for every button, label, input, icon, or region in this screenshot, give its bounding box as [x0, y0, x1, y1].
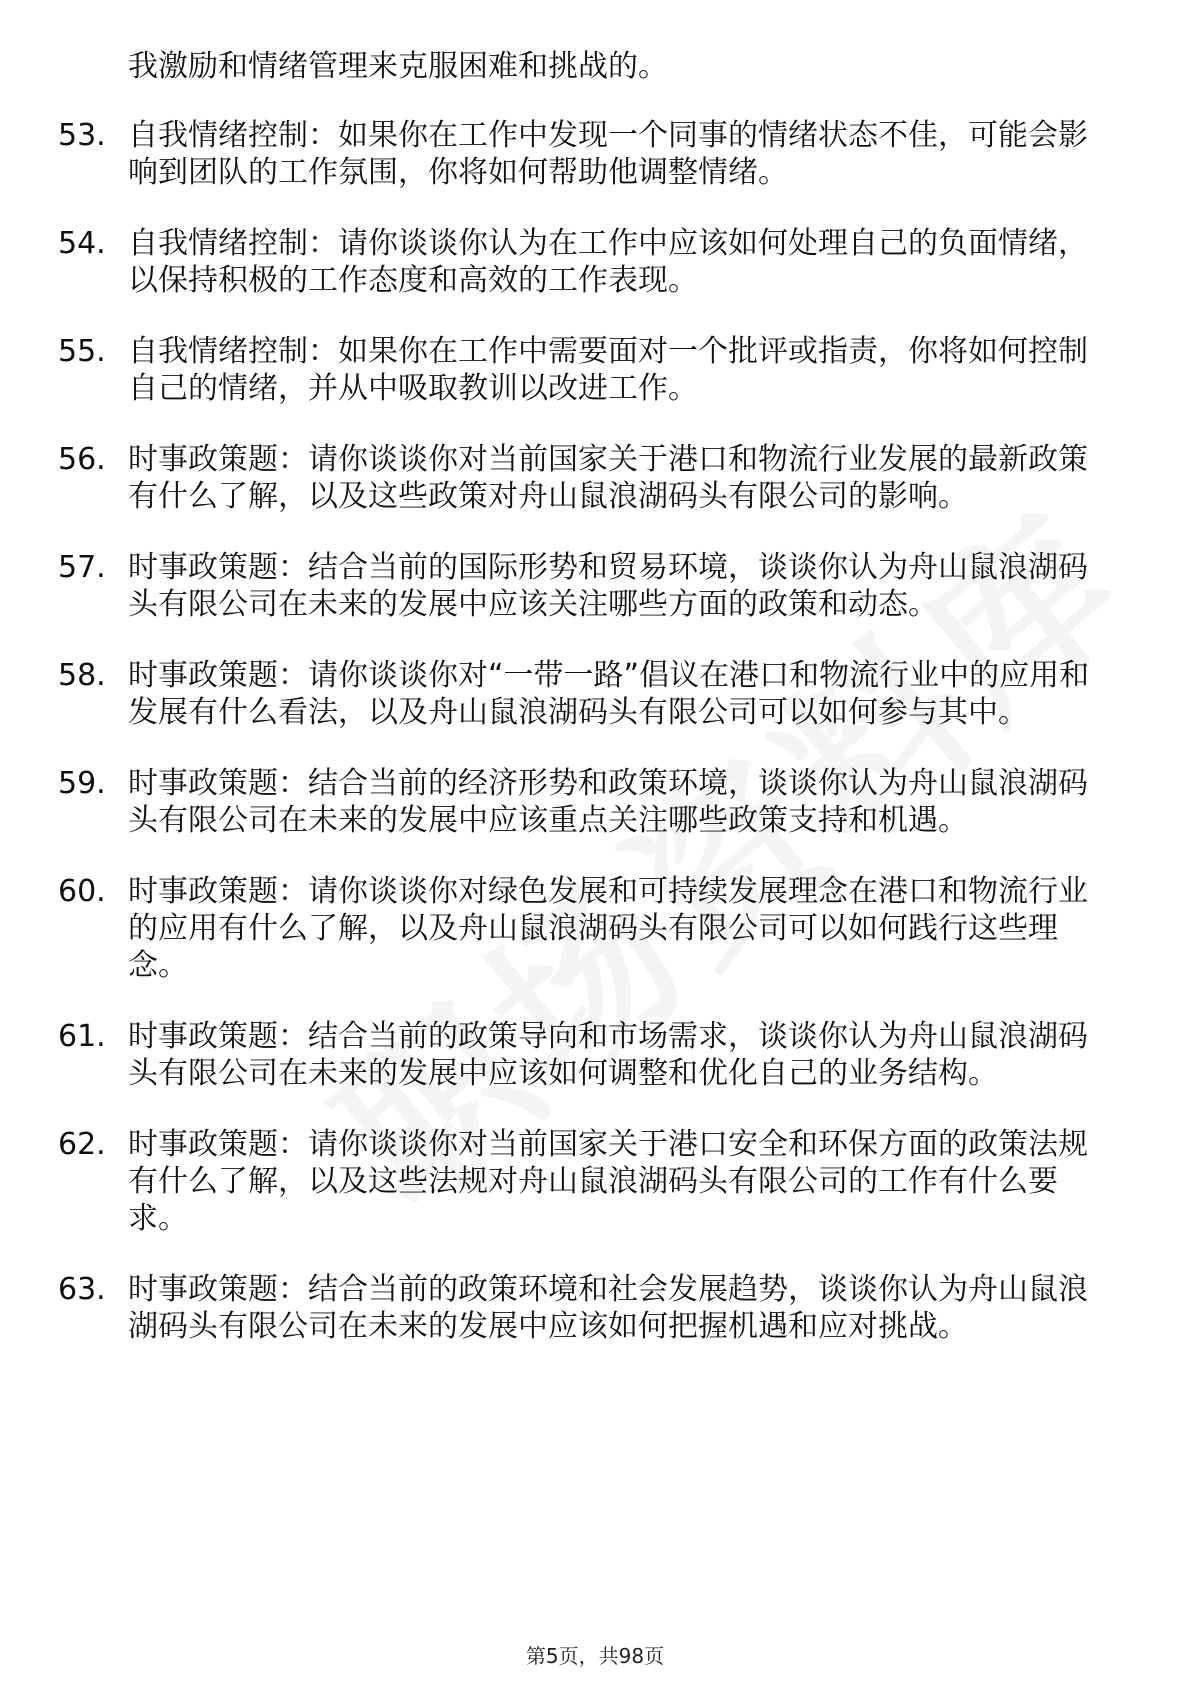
list-item [58, 1018, 1108, 1092]
list-item [58, 441, 1108, 515]
list-item [58, 549, 1108, 623]
item-number: 62. [58, 1127, 106, 1162]
item-number: 57. [58, 550, 106, 585]
item-text: 时事政策题：请你谈谈你对“一带一路”倡议在港口和物流行业中的应用和发展有什么看法，以及舟山鼠浪湖码头有限公司可以如何参与其中。 [128, 658, 1090, 730]
item-text: 自我情绪控制：请你谈谈你认为在工作中应该如何处理自己的负面情绪，以保持积极的工作态度和高效的工作表现。 [128, 226, 1088, 298]
list-item [58, 1126, 1108, 1237]
item-number: 60. [58, 874, 106, 909]
list-item [58, 873, 1108, 984]
item-text: 自我情绪控制：如果你在工作中需要面对一个批评或指责，你将如何控制自己的情绪，并从中吸取教训以改进工作。 [128, 334, 1088, 406]
list-item [58, 1271, 1108, 1345]
item-text: 自我情绪控制：如果你在工作中发现一个同事的情绪状态不佳，可能会影响到团队的工作氛围，你将如何帮助他调整情绪。 [128, 118, 1088, 190]
document-page [58, 48, 1108, 1379]
item-number: 53. [58, 118, 106, 153]
list-item [58, 225, 1108, 299]
item-text: 时事政策题：请你谈谈你对当前国家关于港口和物流行业发展的最新政策有什么了解，以及这些政策对舟山鼠浪湖码头有限公司的影响。 [128, 442, 1088, 514]
continuation-text: 我激励和情绪管理来克服困难和挑战的。 [128, 49, 668, 84]
list-item [58, 765, 1108, 839]
item-number: 59. [58, 766, 106, 801]
item-number: 58. [58, 658, 106, 693]
item-text: 时事政策题：结合当前的国际形势和贸易环境，谈谈你认为舟山鼠浪湖码头有限公司在未来的发展中应该关注哪些方面的政策和动态。 [128, 550, 1088, 622]
item-number: 63. [58, 1272, 106, 1307]
item-number: 55. [58, 334, 106, 369]
item-text: 时事政策题：请你谈谈你对绿色发展和可持续发展理念在港口和物流行业的应用有什么了解，以及舟山鼠浪湖码头有限公司可以如何践行这些理念。 [128, 874, 1088, 983]
item-text: 时事政策题：请你谈谈你对当前国家关于港口安全和环保方面的政策法规有什么了解，以及这些法规对舟山鼠浪湖码头有限公司的工作有什么要求。 [128, 1127, 1088, 1236]
item-text: 时事政策题：结合当前的政策导向和市场需求，谈谈你认为舟山鼠浪湖码头有限公司在未来的发展中应该如何调整和优化自己的业务结构。 [128, 1019, 1088, 1091]
page-footer: 第5页，共98页 [525, 1644, 665, 1668]
item-number: 56. [58, 442, 106, 477]
list-item [58, 117, 1108, 191]
item-number: 54. [58, 226, 106, 261]
list-item [58, 657, 1108, 731]
item-text: 时事政策题：结合当前的政策环境和社会发展趋势，谈谈你认为舟山鼠浪湖码头有限公司在未来的发展中应该如何把握机遇和应对挑战。 [128, 1272, 1088, 1344]
list-item [58, 333, 1108, 407]
item-number: 61. [58, 1019, 106, 1054]
item-text: 时事政策题：结合当前的经济形势和政策环境，谈谈你认为舟山鼠浪湖码头有限公司在未来的发展中应该重点关注哪些政策支持和机遇。 [128, 766, 1088, 838]
